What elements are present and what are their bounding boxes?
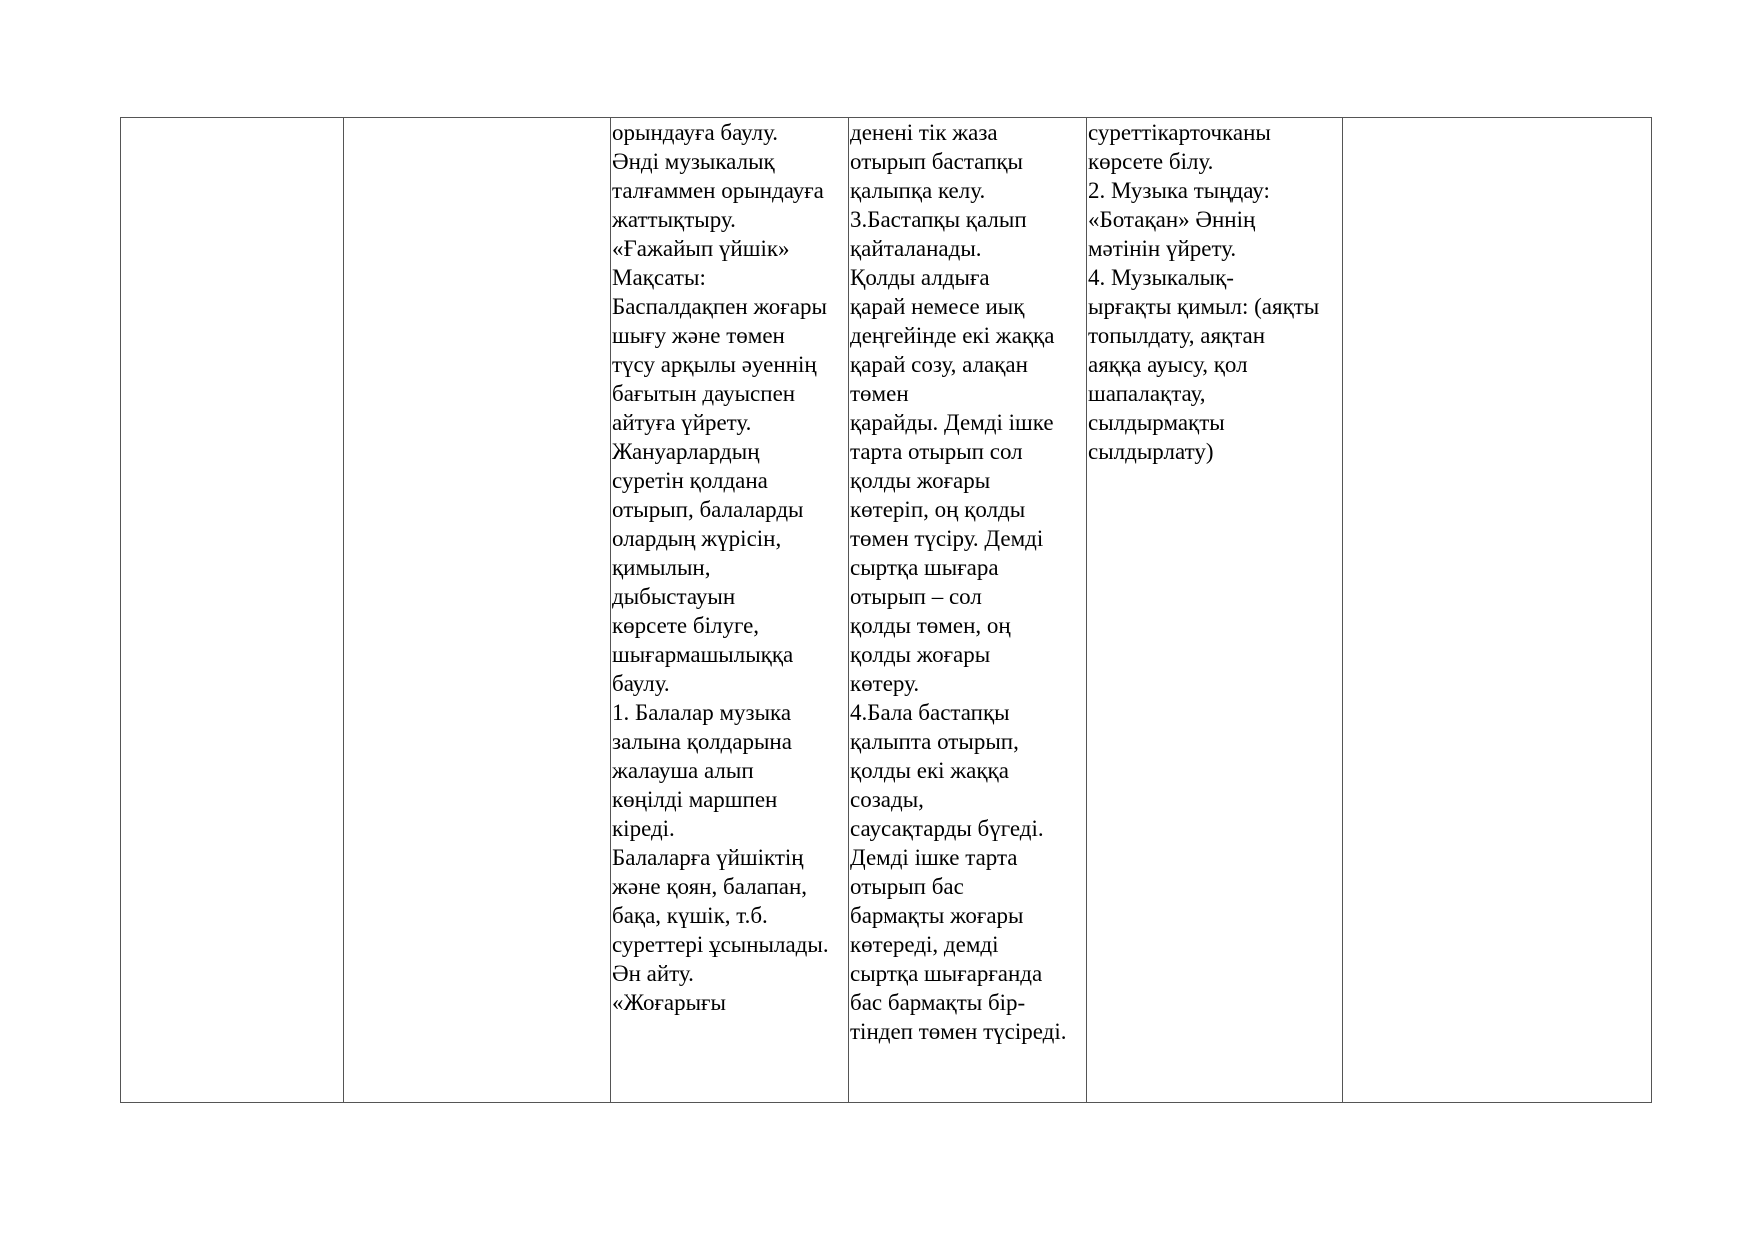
cell-line: қалыпта отырып, <box>850 729 1019 754</box>
cell-line: Демді ішке тарта <box>850 845 1018 870</box>
table-cell-col-5 <box>1087 118 1343 1103</box>
cell-line: шығармашылыққа <box>612 642 794 667</box>
cell-line: залына қолдарына <box>612 729 792 754</box>
cell-line: және қоян, балапан, <box>612 874 808 899</box>
cell-line: отырып, балаларды <box>612 497 804 522</box>
cell-line: көңілді маршпен <box>612 787 778 812</box>
cell-line: олардың жүрісін, <box>612 526 782 551</box>
cell-line: төмен түсіру. Демді <box>850 526 1044 551</box>
cell-line: айтуға үйрету. <box>612 410 752 435</box>
cell-line: суретін қолдана <box>612 468 768 493</box>
table-cell-col-3 <box>611 118 849 1103</box>
cell-line: жаттықтыру. <box>612 207 736 232</box>
cell-line: суреттікарточканы <box>1088 120 1271 145</box>
cell-line: созады, <box>850 787 924 812</box>
cell-line: орындауға баулу. <box>612 120 779 145</box>
cell-line: 2. Музыка тыңдау: <box>1088 178 1270 203</box>
cell-line: «Ғажайып үйшік» <box>612 236 790 261</box>
cell-line: қалыпқа келу. <box>850 178 986 203</box>
cell-line: 4.Бала бастапқы <box>850 700 1010 725</box>
cell-line: Қолды алдыға <box>850 265 990 290</box>
cell-line: 1. Балалар музыка <box>612 700 792 725</box>
cell-line: қолды төмен, оң <box>850 613 1011 638</box>
cell-line: көтеріп, оң қолды <box>850 497 1026 522</box>
cell-line: Баспалдақпен жоғары <box>612 294 827 319</box>
table-cell-col-2 <box>344 118 611 1103</box>
cell-line: жалауша алып <box>612 758 754 783</box>
cell-line: 4. Музыкалық- <box>1088 265 1234 290</box>
cell-line: дыбыстауын <box>612 584 736 609</box>
cell-line: қайталанады. <box>850 236 982 261</box>
cell-line: сылдырмақты <box>1088 410 1225 435</box>
table-row <box>121 118 1652 1103</box>
cell-line: бас бармақты бір- <box>850 990 1026 1015</box>
cell-line: Балаларға үйшіктің <box>612 845 804 870</box>
cell-line: қарай немесе иық <box>850 294 1025 319</box>
cell-line: отырып – сол <box>850 584 982 609</box>
cell-line: қарай созу, алақан <box>850 352 1028 377</box>
cell-line: деңгейінде екі жаққа <box>850 323 1055 348</box>
cell-line: шапалақтау, <box>1088 381 1206 406</box>
cell-line: отырып бастапқы <box>850 149 1024 174</box>
cell-line: қолды жоғары <box>850 642 991 667</box>
cell-line: денені тік жаза <box>850 120 998 145</box>
cell-line: көрсете білуге, <box>612 613 760 638</box>
cell-text-col-5 <box>1087 118 1342 466</box>
cell-line: сыртқа шығара <box>850 555 999 580</box>
cell-line: кіреді. <box>612 816 675 841</box>
cell-line: қолды екі жаққа <box>850 758 1009 783</box>
cell-line: суреттері ұсынылады. <box>612 932 829 957</box>
cell-line: тарта отырып сол <box>850 439 1023 464</box>
cell-line: 3.Бастапқы қалып <box>850 207 1027 232</box>
table-cell-col-1 <box>121 118 344 1103</box>
cell-line: отырып бас <box>850 874 964 899</box>
cell-line: талғаммен орындауға <box>612 178 824 203</box>
cell-line: көтеру. <box>850 671 920 696</box>
cell-line: «Жоғарығы <box>612 990 726 1015</box>
cell-line: мәтінін үйрету. <box>1088 236 1237 261</box>
cell-line: «Ботақан» Әннің <box>1088 207 1256 232</box>
cell-text-col-4 <box>849 118 1086 1046</box>
cell-line: Жануарлардың <box>612 439 760 464</box>
cell-line: бармақты жоғары <box>850 903 1024 928</box>
cell-line: топылдату, аяқтан <box>1088 323 1266 348</box>
cell-line: бағытын дауыспен <box>612 381 796 406</box>
cell-line: баулу. <box>612 671 670 696</box>
cell-line: қимылын, <box>612 555 711 580</box>
cell-line: сыртқа шығарғанда <box>850 961 1043 986</box>
cell-line: тіндеп төмен түсіреді. <box>850 1019 1067 1044</box>
cell-line: шығу және төмен <box>612 323 785 348</box>
cell-line: Мақсаты: <box>612 265 706 290</box>
cell-line: көрсете білу. <box>1088 149 1214 174</box>
cell-line: аяққа ауысу, қол <box>1088 352 1248 377</box>
cell-line: көтереді, демді <box>850 932 999 957</box>
table-cell-col-4 <box>849 118 1087 1103</box>
cell-line: сылдырлату) <box>1088 439 1214 464</box>
cell-line: Ән айту. <box>612 961 694 986</box>
cell-line: саусақтарды бүгеді. <box>850 816 1044 841</box>
cell-line: қарайды. Демді ішке <box>850 410 1054 435</box>
table-cell-col-6 <box>1343 118 1652 1103</box>
cell-line: қолды жоғары <box>850 468 991 493</box>
cell-line: түсу арқылы әуеннің <box>612 352 817 377</box>
cell-line: ырғақты қимыл: (аяқты <box>1088 294 1320 319</box>
cell-line: Әнді музыкалық <box>612 149 775 174</box>
cell-text-col-3 <box>611 118 848 1017</box>
cell-line: төмен <box>850 381 909 406</box>
lesson-plan-table <box>120 117 1652 1103</box>
cell-line: бақа, күшік, т.б. <box>612 903 768 928</box>
